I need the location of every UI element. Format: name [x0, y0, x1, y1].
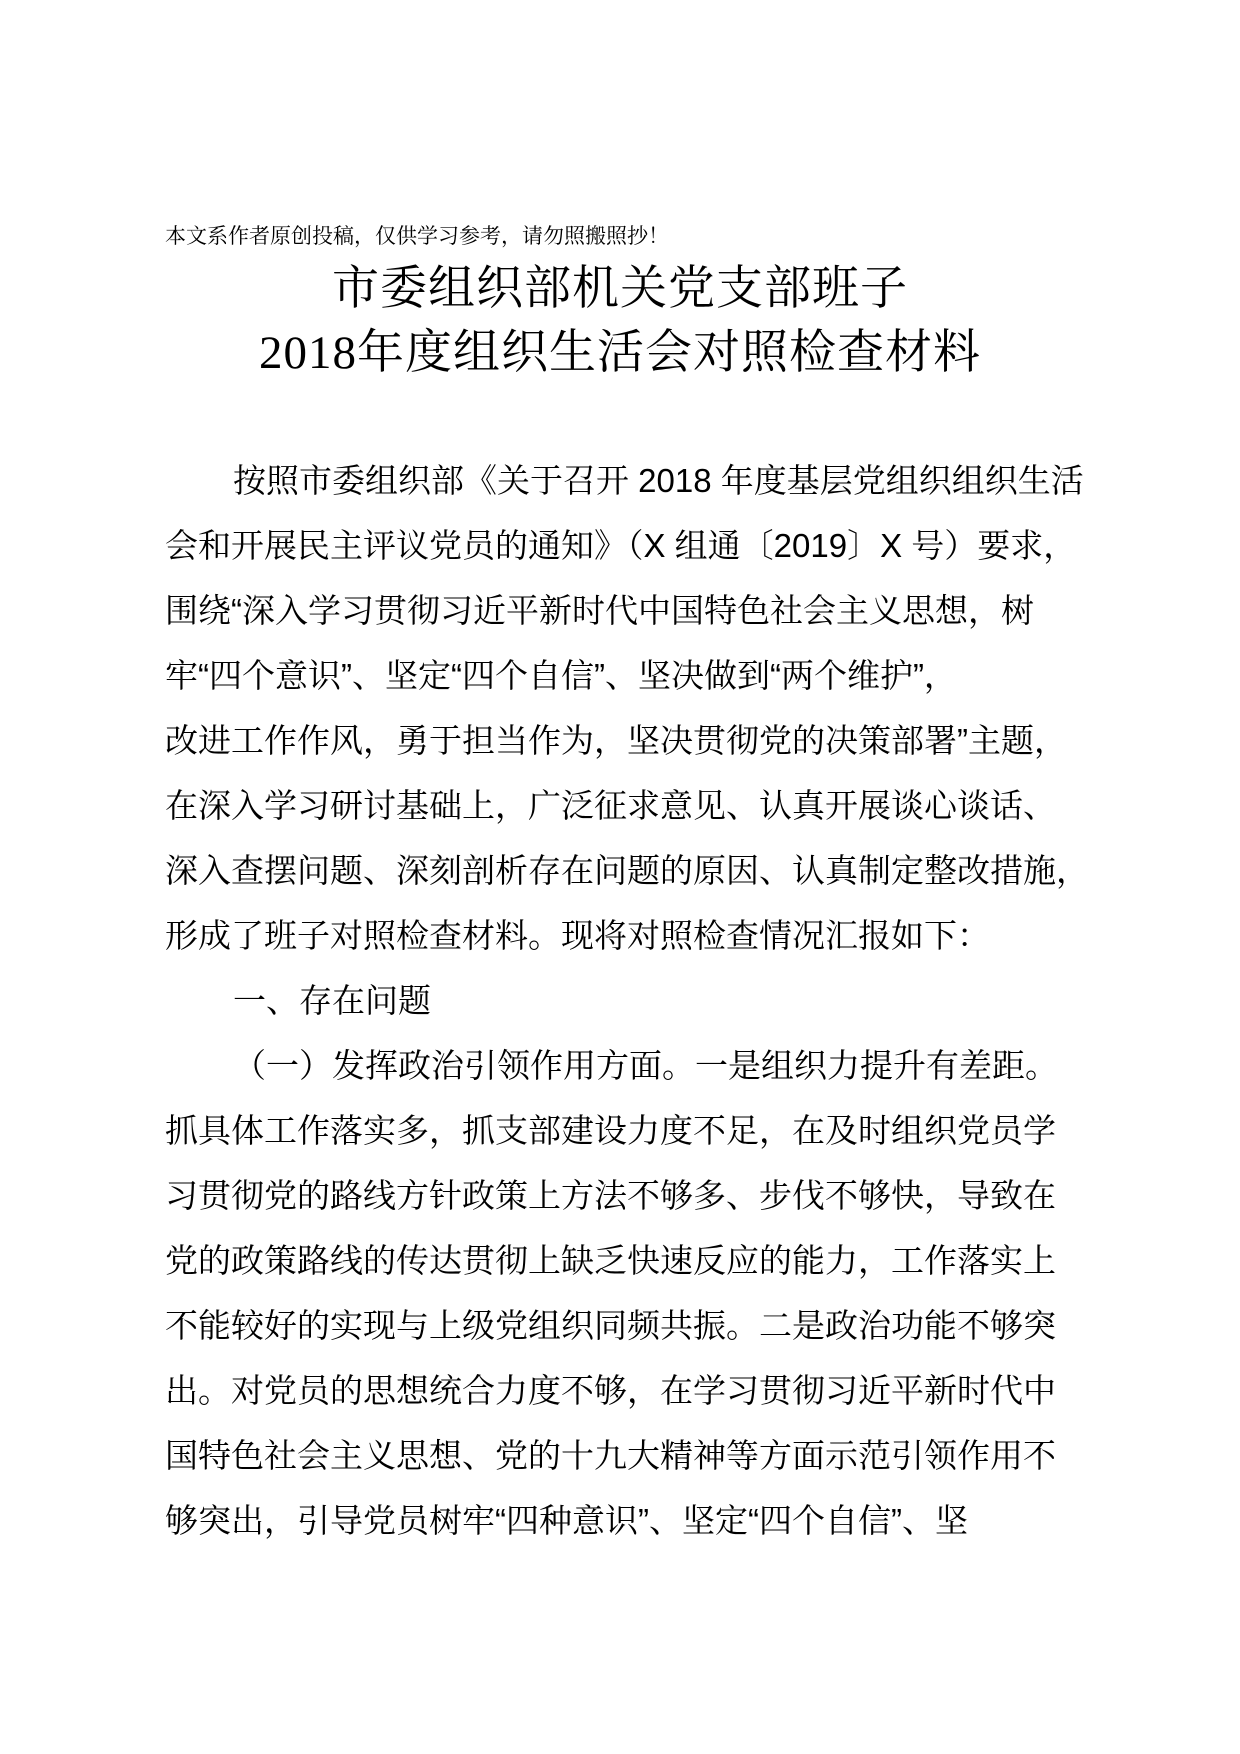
document-title-line1: 市委组织部机关党支部班子 — [332, 261, 908, 314]
body-line: 在深入学习研讨基础上，广泛征求意见、认真开展谈心谈话、 — [165, 787, 1056, 824]
section-heading: 一、存在问题 — [233, 982, 431, 1019]
document-body — [165, 448, 1125, 1553]
body-line: 习贯彻党的路线方针政策上方法不够多、步伐不够快，导致在 — [165, 1177, 1056, 1214]
body-line: 牢“四个意识”、坚定“四个自信”、坚决做到“两个维护”， — [165, 657, 957, 694]
copyright-note: 本文系作者原创投稿，仅供学习参考，请勿照搬照抄！ — [165, 225, 669, 248]
body-line: 改进工作作风，勇于担当作为，坚决贯彻党的决策部署”主题， — [165, 722, 1067, 759]
body-line: 够突出，引导党员树牢“四种意识”、坚定“四个自信”、坚 — [165, 1502, 968, 1539]
body-line: 形成了班子对照检查材料。现将对照检查情况汇报如下： — [165, 917, 990, 954]
body-line: 出。对党员的思想统合力度不够，在学习贯彻习近平新时代中 — [165, 1372, 1056, 1409]
body-line: 党的政策路线的传达贯彻上缺乏快速反应的能力，工作落实上 — [165, 1242, 1056, 1279]
body-line: 按照市委组织部《关于召开 2018 年度基层党组织组织生活 — [233, 462, 1084, 499]
body-line: 会和开展民主评议党员的通知》（X 组通〔2019〕X 号）要求， — [165, 527, 1077, 564]
document-title-line2: 2018年度组织生活会对照检查材料 — [259, 327, 981, 379]
body-line: 抓具体工作落实多，抓支部建设力度不足，在及时组织党员学 — [165, 1112, 1056, 1149]
body-line: 国特色社会主义思想、党的十九大精神等方面示范引领作用不 — [165, 1437, 1056, 1474]
body-line: 深入查摆问题、深刻剖析存在问题的原因、认真制定整改措施， — [165, 852, 1089, 889]
body-line: 不能较好的实现与上级党组织同频共振。二是政治功能不够突 — [165, 1307, 1056, 1344]
body-line: （一）发挥政治引领作用方面。一是组织力提升有差距。 — [233, 1047, 1058, 1084]
body-line: 围绕“深入学习贯彻习近平新时代中国特色社会主义思想，树 — [165, 592, 1034, 629]
